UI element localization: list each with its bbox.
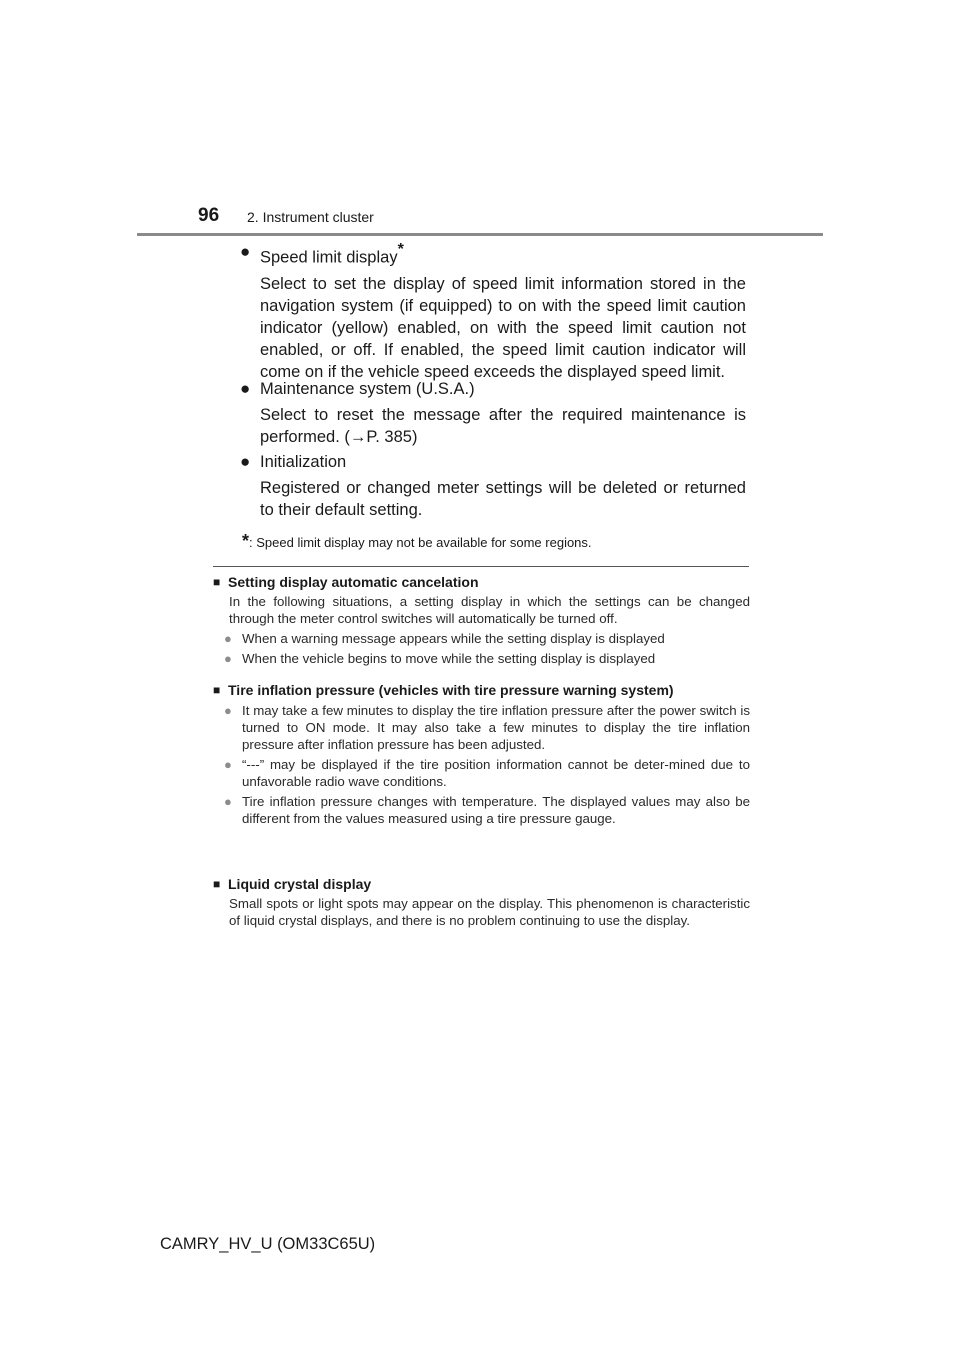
note-title-text: Liquid crystal display xyxy=(228,876,372,892)
note-bullet-text: Tire inflation pressure changes with temperature. The displayed values may also be different from the values measured using a tire pressure gauge. xyxy=(242,794,750,826)
note-setting-display-cancelation xyxy=(213,574,750,667)
note-bullet xyxy=(213,650,750,667)
note-paragraph: Small spots or light spots may appear on the display. This phenomenon is characteristic of liquid crystal displays, and there is no problem continuing to use the display. xyxy=(229,896,750,928)
menu-item-speed-limit-display xyxy=(240,241,746,383)
header-divider xyxy=(137,233,823,236)
item-title: Initialization xyxy=(260,453,347,471)
bullet-icon: ● xyxy=(240,452,251,471)
note-bullet xyxy=(213,702,750,753)
notes-divider xyxy=(213,566,749,567)
note-bullet-text: When a warning message appears while the setting display is displayed xyxy=(242,631,665,646)
square-bullet-icon: ■ xyxy=(213,575,221,589)
note-bullet-text: When the vehicle begins to move while the setting display is displayed xyxy=(242,651,656,666)
note-bullet xyxy=(213,793,750,827)
note-paragraph: In the following situations, a setting display in which the settings can be changed through the meter control switches will automatically be turned off. xyxy=(229,594,750,626)
section-title: 2. Instrument cluster xyxy=(247,209,374,225)
menu-item-initialization xyxy=(240,451,746,521)
note-title xyxy=(213,682,750,699)
note-title xyxy=(213,574,750,591)
item-description: Select to set the display of speed limit information stored in the navigation system (if equipped) to on with the speed limit caution indicator (yellow) enabled, on with the speed limit caution not enabled, or off. If enabled, the speed limit caution indicator will come on if the vehicle speed exceeds the displayed speed limit. xyxy=(260,274,746,381)
bullet-icon: ● xyxy=(240,242,251,261)
menu-item-maintenance-system xyxy=(240,378,746,448)
item-title-row xyxy=(240,451,746,473)
asterisk-icon: * xyxy=(397,241,404,258)
item-title-row xyxy=(240,241,746,269)
asterisk-icon: * xyxy=(242,531,250,551)
bullet-icon: ● xyxy=(224,651,232,666)
note-bullet xyxy=(213,756,750,790)
bullet-icon: ● xyxy=(224,794,232,809)
note-liquid-crystal-display xyxy=(213,876,750,929)
footnote-text: : Speed limit display may not be available for some regions. xyxy=(249,535,592,550)
item-description: Select to reset the message after the required maintenance is performed. (→P. 385) xyxy=(260,406,746,446)
page-number: 96 xyxy=(198,205,220,226)
note-bullet xyxy=(213,630,750,647)
square-bullet-icon: ■ xyxy=(213,877,221,891)
note-title-text: Tire inflation pressure (vehicles with tire pressure warning system) xyxy=(228,682,674,698)
bullet-icon: ● xyxy=(224,703,232,718)
item-description: Registered or changed meter settings will be deleted or returned to their default setting. xyxy=(260,479,746,519)
footnote xyxy=(242,531,592,552)
note-bullet-text: It may take a few minutes to display the tire inflation pressure after the power switch is turned to ON mode. It may also take a few minutes to display the tire inflation pressure after inflation pressure has been adjusted. xyxy=(242,703,750,752)
document-id: CAMRY_HV_U (OM33C65U) xyxy=(160,1235,376,1253)
square-bullet-icon: ■ xyxy=(213,683,221,697)
item-title: Maintenance system (U.S.A.) xyxy=(260,380,475,398)
bullet-icon: ● xyxy=(224,757,232,772)
item-title: Speed limit display xyxy=(260,248,398,267)
bullet-icon: ● xyxy=(240,379,251,398)
note-tire-inflation-pressure xyxy=(213,682,750,827)
item-title-row xyxy=(240,378,746,400)
bullet-icon: ● xyxy=(224,631,232,646)
note-title xyxy=(213,876,750,893)
note-bullet-text: “---” may be displayed if the tire position information cannot be deter-mined due to unfavorable radio wave conditions. xyxy=(242,757,750,789)
note-title-text: Setting display automatic cancelation xyxy=(228,574,479,590)
